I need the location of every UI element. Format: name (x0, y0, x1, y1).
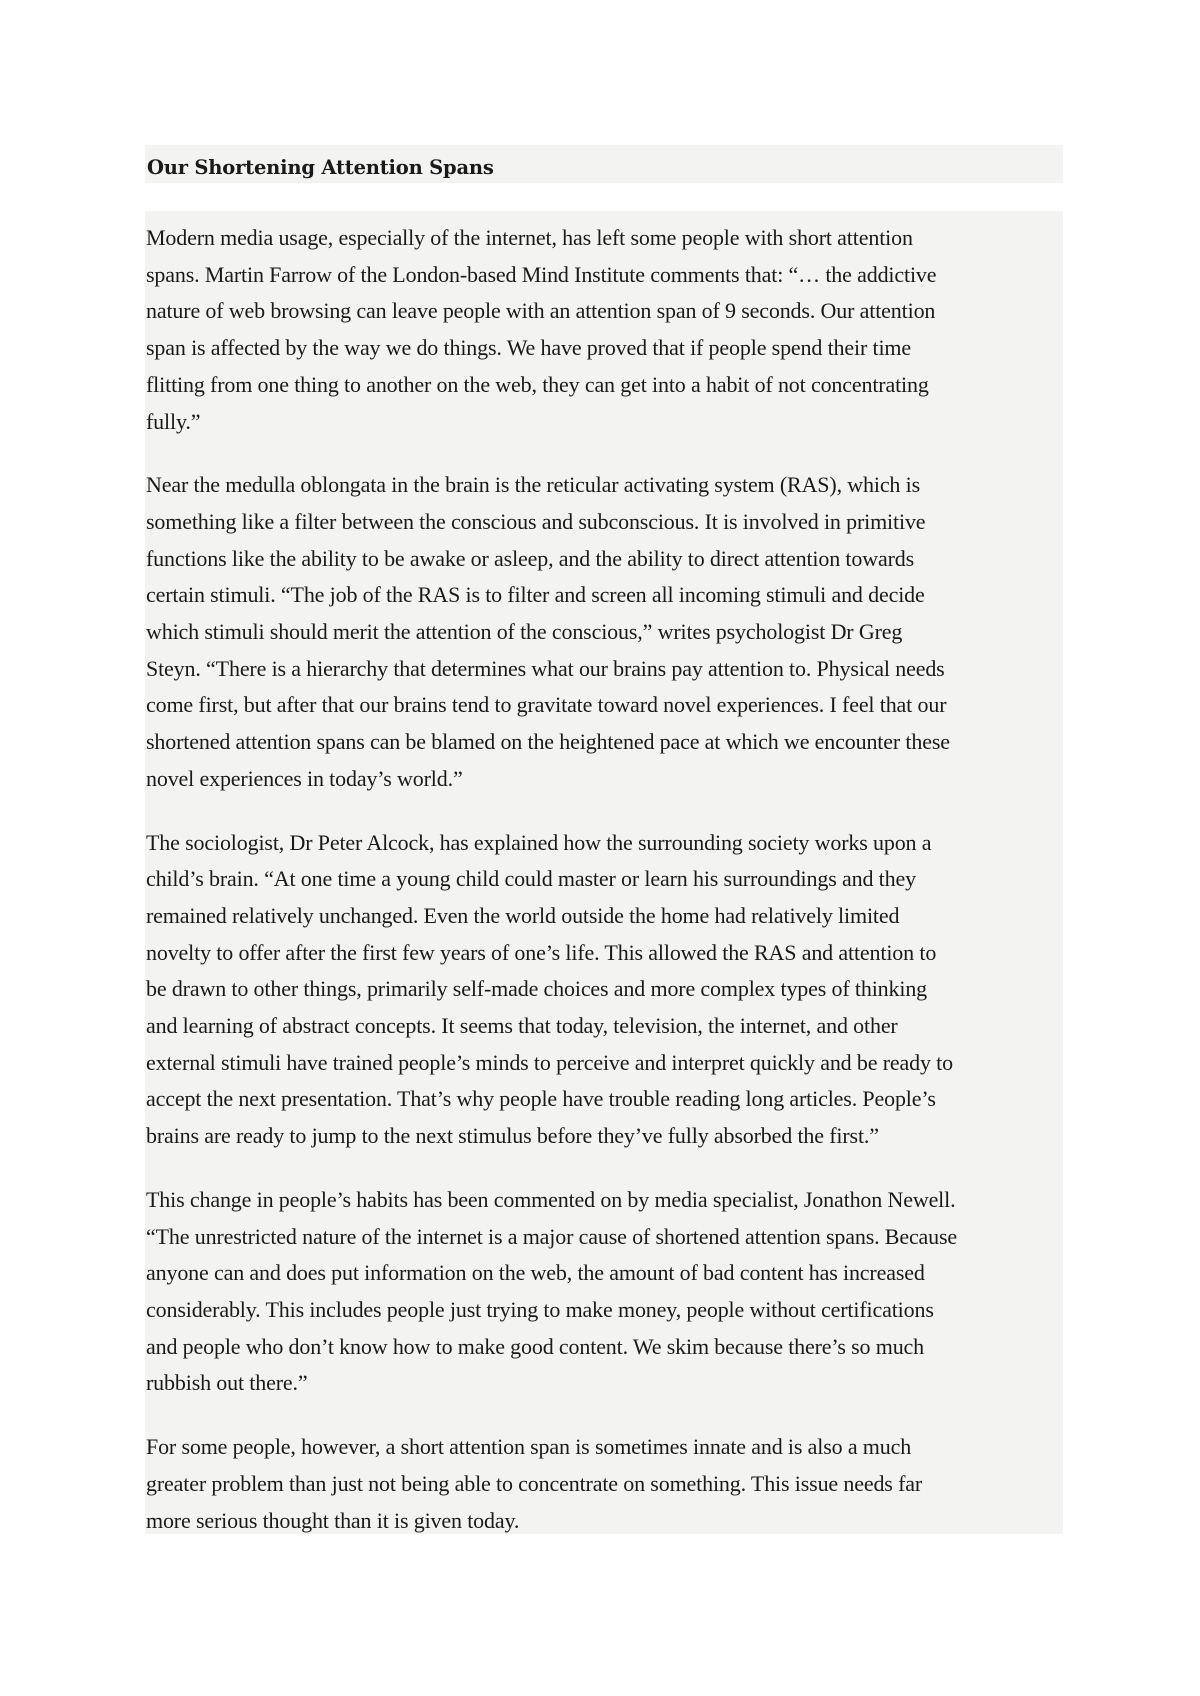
paragraph-line: which stimuli should merit the attention of the conscious,” writes psychologist Dr Greg (146, 619, 903, 645)
paragraph-line: child’s brain. “At one time a young child could master or learn his surroundings and they (146, 866, 916, 892)
paragraph-line: brains are ready to jump to the next stimulus before they’ve fully absorbed the first.” (146, 1123, 879, 1149)
paragraph-line: and people who don’t know how to make good content. We skim because there’s so much (146, 1333, 925, 1359)
paragraph-line: remained relatively unchanged. Even the world outside the home had relatively limited (146, 902, 900, 928)
paragraph-line: fully.” (146, 408, 201, 434)
paragraph-line: For some people, however, a short attention span is sometimes innate and is also a much (146, 1434, 912, 1460)
paragraph-line: functions like the ability to be awake or asleep, and the ability to direct attention towards (146, 545, 915, 571)
paragraph-line: accept the next presentation. That’s why people have trouble reading long articles. People’s (146, 1086, 936, 1112)
paragraph-line: something like a filter between the conscious and subconscious. It is involved in primitive (146, 508, 926, 534)
paragraph-1 (146, 220, 1063, 440)
paragraph-5 (146, 1429, 1063, 1539)
paragraph-line: anyone can and does put information on the web, the amount of bad content has increased (146, 1260, 925, 1286)
paragraph-line: This change in people’s habits has been commented on by media specialist, Jonathon Newell. (146, 1186, 956, 1212)
paragraph-line: shortened attention spans can be blamed on the heightened pace at which we encounter these (146, 729, 950, 755)
paragraph-3 (146, 825, 1063, 1155)
paragraph-line: more serious thought than it is given today. (146, 1507, 520, 1533)
paragraph-line: “The unrestricted nature of the internet is a major cause of shortened attention spans. Because (146, 1223, 958, 1249)
paragraph-line: The sociologist, Dr Peter Alcock, has explained how the surrounding society works upon a (146, 829, 932, 855)
paragraph-2 (146, 467, 1063, 797)
paragraph-4 (146, 1182, 1063, 1402)
paragraph-line: certain stimuli. “The job of the RAS is to filter and screen all incoming stimuli and decide (146, 582, 925, 608)
paragraph-line: spans. Martin Farrow of the London-based Mind Institute comments that: “… the addictive (146, 261, 937, 287)
paragraph-line: novelty to offer after the first few years of one’s life. This allowed the RAS and attention to (146, 939, 937, 965)
paragraph-line: rubbish out there.” (146, 1370, 308, 1396)
document-title: Our Shortening Attention Spans (147, 156, 494, 179)
paragraph-line: span is affected by the way we do things. We have proved that if people spend their time (146, 335, 911, 361)
paragraph-line: Near the medulla oblongata in the brain is the reticular activating system (RAS), which is (146, 472, 921, 498)
paragraph-line: and learning of abstract concepts. It seems that today, television, the internet, and other (146, 1013, 898, 1039)
paragraph-line: nature of web browsing can leave people with an attention span of 9 seconds. Our attention (146, 298, 936, 324)
paragraph-line: considerably. This includes people just trying to make money, people without certifications (146, 1296, 934, 1322)
paragraph-line: flitting from one thing to another on the web, they can get into a habit of not concentrating (146, 371, 929, 397)
paragraph-line: greater problem than just not being able to concentrate on something. This issue needs far (146, 1470, 923, 1496)
paragraph-line: Steyn. “There is a hierarchy that determines what our brains pay attention to. Physical needs (146, 655, 945, 681)
title-band (145, 145, 1063, 183)
paragraph-line: external stimuli have trained people’s minds to perceive and interpret quickly and be ready to (146, 1049, 953, 1075)
paragraph-line: come first, but after that our brains tend to gravitate toward novel experiences. I feel that our (146, 692, 947, 718)
paragraph-line: Modern media usage, especially of the internet, has left some people with short attention (146, 225, 913, 250)
paragraph-line: novel experiences in today’s world.” (146, 765, 463, 791)
article-body (145, 211, 1063, 1534)
paragraph-line: be drawn to other things, primarily self-made choices and more complex types of thinking (146, 976, 928, 1002)
